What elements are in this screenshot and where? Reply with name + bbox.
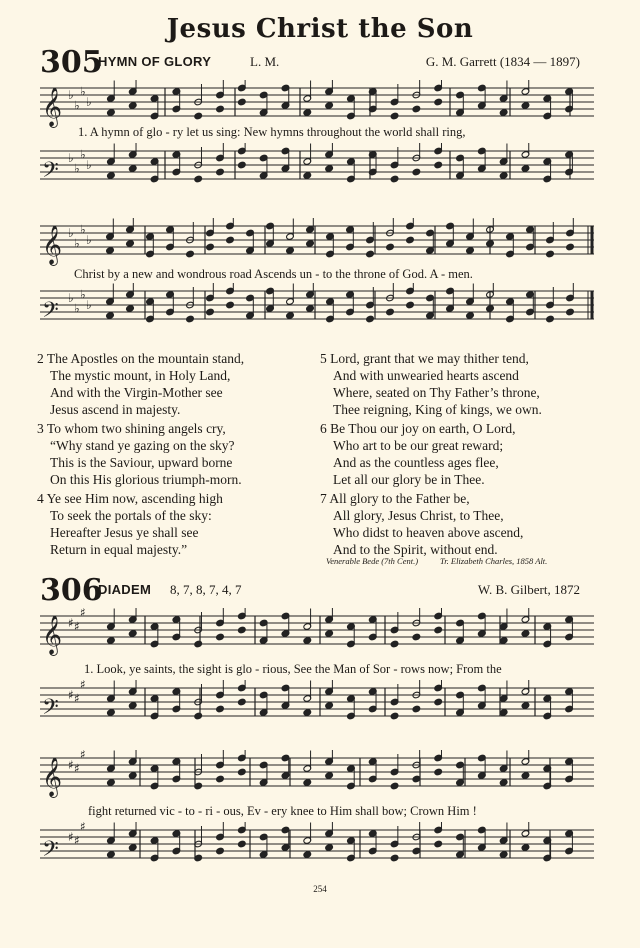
tune-name: DIADEM [98, 582, 152, 597]
stanza-line: Lord, grant that we may thither tend, [330, 351, 529, 366]
music-staff-bass [40, 283, 600, 338]
note-head [107, 779, 116, 787]
note-head [412, 105, 421, 113]
note-head [226, 301, 235, 309]
music-staff-bass [40, 143, 600, 198]
music-staff-bass [40, 822, 600, 872]
music-staff-treble [40, 608, 600, 663]
note-head [106, 247, 115, 255]
note-head [434, 698, 443, 706]
hymn-number: 306 [40, 573, 103, 608]
stanza [37, 420, 242, 488]
meter: 8, 7, 8, 7, 4, 7 [170, 582, 242, 597]
note-head [186, 315, 195, 323]
attribution-author: Venerable Bede (7th Cent.) [326, 556, 419, 566]
stanza-line: And with unwearied hearts ascend [333, 368, 519, 383]
note-head [521, 772, 530, 780]
note-head [126, 305, 135, 313]
music-staff-bass [40, 680, 600, 735]
hymn-306-header [40, 573, 600, 612]
hymn-305-header [40, 45, 600, 84]
flat-icon: ♭ [86, 158, 92, 172]
stanza-line: All glory, Jesus Christ, to Thee, [333, 508, 504, 523]
sharp-icon: ♯ [74, 833, 80, 848]
note-head [390, 640, 399, 648]
stanza-line: Ye see Him now, ascending high [46, 491, 223, 506]
note-head [107, 637, 116, 645]
note-head [306, 305, 315, 313]
note-head [206, 243, 215, 251]
note-head [390, 854, 399, 862]
note-head [412, 168, 421, 176]
stanza-line: And to the Spirit, without end. [333, 542, 498, 557]
treble-clef-icon: 𝄞 [42, 87, 63, 127]
flat-icon: ♭ [86, 298, 92, 312]
note-head [107, 709, 116, 717]
sharp-icon: ♯ [80, 608, 86, 620]
note-head [499, 109, 508, 117]
note-head [434, 768, 443, 776]
note-head [128, 702, 137, 710]
stanza-number: 2 [37, 351, 47, 366]
sharp-icon: ♯ [68, 688, 74, 702]
note-head [521, 844, 530, 852]
note-head [412, 847, 421, 855]
note-head [206, 308, 215, 316]
note-head [303, 172, 312, 180]
meter: L. M. [250, 54, 280, 69]
flat-icon: ♭ [80, 222, 86, 237]
note-head [546, 250, 555, 258]
stanza-line: And with the Virgin-Mother see [50, 385, 223, 400]
note-head [216, 105, 225, 113]
note-head [107, 851, 116, 859]
note-head [499, 779, 508, 787]
note-head [466, 247, 475, 255]
note-head [434, 161, 443, 169]
note-head [486, 305, 495, 313]
lyric-line: Christ by a new and wondrous road Ascends un - to the throne of God. A - men. [74, 267, 473, 281]
stanza-number: 6 [320, 421, 331, 436]
flat-icon: ♭ [68, 226, 74, 240]
note-head [499, 851, 508, 859]
flat-icon: ♭ [74, 236, 80, 251]
flat-icon: ♭ [68, 88, 74, 102]
treble-clef-icon: 𝄞 [42, 615, 63, 655]
treble-clef-icon: 𝄞 [42, 757, 63, 797]
flat-icon: ♭ [80, 84, 86, 99]
lyric-line: fight returned vic - to - ri - ous, Ev - ery knee to Him shall bow; Crown Him ! [88, 804, 477, 818]
hymn-number: 305 [40, 45, 103, 80]
note-head [412, 705, 421, 713]
note-head [128, 844, 137, 852]
flat-icon: ♭ [68, 151, 74, 165]
note-head [325, 102, 334, 110]
stanza-line: “Why stand ye gazing on the sky? [50, 438, 235, 453]
note-head [106, 312, 115, 320]
note-head [521, 630, 530, 638]
stanza-line: And as the countless ages flee, [333, 455, 499, 470]
note-head [325, 702, 334, 710]
note-head [566, 243, 575, 251]
stanza-line: To seek the portals of the sky: [50, 508, 212, 523]
note-head [194, 712, 203, 720]
note-head [499, 637, 508, 645]
note-head [238, 98, 247, 106]
note-head [390, 175, 399, 183]
note-head [303, 109, 312, 117]
note-head [216, 775, 225, 783]
note-head [434, 626, 443, 634]
note-head [194, 175, 203, 183]
note-head [412, 775, 421, 783]
music-staff-treble [40, 750, 600, 800]
flat-icon: ♭ [80, 147, 86, 162]
note-head [126, 240, 135, 248]
flat-icon: ♭ [86, 95, 92, 109]
bass-clef-icon: 𝄢 [42, 695, 59, 725]
stanza-line: Let all our glory be in Thee. [333, 472, 485, 487]
note-head [238, 768, 247, 776]
stanza-line: Where, seated on Thy Father’s throne, [333, 385, 540, 400]
note-head [306, 240, 315, 248]
page-number: 254 [313, 884, 327, 894]
note-head [107, 109, 116, 117]
music-staff-treble [40, 218, 600, 268]
note-head [216, 633, 225, 641]
flat-icon: ♭ [74, 301, 80, 316]
note-head [194, 112, 203, 120]
note-head [486, 240, 495, 248]
tune-name: HYMN OF GLORY [98, 54, 212, 69]
flat-icon: ♭ [68, 291, 74, 305]
stanza-number: 7 [320, 491, 330, 506]
bass-clef-icon: 𝄢 [42, 298, 59, 328]
flat-icon: ♭ [74, 161, 80, 176]
stanza-number: 3 [37, 421, 47, 436]
note-head [434, 98, 443, 106]
stanza [320, 490, 523, 558]
flat-icon: ♭ [86, 233, 92, 247]
stanza-line: Who didst to heaven above ascend, [333, 525, 524, 540]
lyric-line: 1. Look, ye saints, the sight is glo - rious, See the Man of Sor - rows now; From the [84, 662, 502, 676]
stanza-line: The Apostles on the mountain stand, [46, 351, 245, 366]
note-head [546, 315, 555, 323]
bass-clef-icon: 𝄢 [42, 837, 59, 867]
page-title: Jesus Christ the Son [166, 14, 474, 44]
note-head [406, 236, 415, 244]
lyric-line: 1. A hymn of glo - ry let us sing: New hymns throughout the world shall ring, [78, 125, 466, 139]
note-head [238, 626, 247, 634]
note-head [325, 165, 334, 173]
note-head [566, 308, 575, 316]
note-head [303, 851, 312, 859]
note-head [216, 705, 225, 713]
stanza-line: This is the Saviour, upward borne [50, 455, 233, 470]
stanza-line: The mystic mount, in Holy Land, [50, 368, 231, 383]
note-head [390, 712, 399, 720]
stanza-line: Thee reigning, King of kings, we own. [333, 402, 542, 417]
sharp-icon: ♯ [74, 761, 80, 776]
stanza-line: Be Thou our joy on earth, O Lord, [330, 421, 516, 436]
note-head [286, 312, 295, 320]
composer: G. M. Garrett (1834 — 1897) [425, 54, 580, 69]
note-head [286, 247, 295, 255]
note-head [386, 308, 395, 316]
composer: W. B. Gilbert, 1872 [477, 582, 580, 597]
note-head [366, 250, 375, 258]
note-head [521, 165, 530, 173]
stanza-number: 4 [37, 491, 47, 506]
note-head [325, 772, 334, 780]
bass-clef-icon: 𝄢 [42, 158, 59, 188]
stanza [320, 350, 542, 418]
note-head [390, 782, 399, 790]
note-head [194, 640, 203, 648]
note-head [216, 847, 225, 855]
note-head [434, 840, 443, 848]
note-head [303, 637, 312, 645]
sharp-icon: ♯ [68, 616, 74, 630]
treble-clef-icon: 𝄞 [42, 225, 63, 265]
stanza-line: Hereafter Jesus ye shall see [50, 525, 199, 540]
stanza-line: Who art to be our great reward; [333, 438, 504, 453]
note-head [226, 236, 235, 244]
flat-icon: ♭ [80, 287, 86, 302]
sharp-icon: ♯ [68, 758, 74, 772]
sharp-icon: ♯ [80, 822, 86, 834]
note-head [128, 102, 137, 110]
note-head [128, 630, 137, 638]
note-head [128, 165, 137, 173]
note-head [128, 772, 137, 780]
note-head [521, 702, 530, 710]
note-head [325, 844, 334, 852]
sharp-icon: ♯ [80, 680, 86, 692]
note-head [186, 250, 195, 258]
note-head [390, 112, 399, 120]
stanza-line: Return in equal majesty.” [50, 542, 188, 557]
sharp-icon: ♯ [68, 830, 74, 844]
stanza [320, 420, 515, 488]
note-head [238, 840, 247, 848]
note-head [238, 698, 247, 706]
note-head [406, 301, 415, 309]
note-head [412, 633, 421, 641]
note-head [303, 709, 312, 717]
note-head [521, 102, 530, 110]
note-head [466, 312, 475, 320]
note-head [325, 630, 334, 638]
note-head [499, 709, 508, 717]
note-head [216, 168, 225, 176]
note-head [386, 243, 395, 251]
note-head [303, 779, 312, 787]
stanza-line: On this His glorious triumph-morn. [50, 472, 242, 487]
stanza-line: All glory to the Father be, [329, 491, 470, 506]
flat-icon: ♭ [74, 98, 80, 113]
note-head [366, 315, 375, 323]
stanza-line: Jesus ascend in majesty. [50, 402, 181, 417]
attribution-translator: Tr. Elizabeth Charles, 1858 Alt. [440, 556, 548, 566]
sharp-icon: ♯ [80, 750, 86, 762]
music-staff-treble [40, 80, 600, 130]
stanza-line: To whom two shining angels cry, [46, 421, 226, 436]
note-head [238, 161, 247, 169]
sharp-icon: ♯ [74, 619, 80, 634]
stanza [37, 490, 223, 558]
note-head [499, 172, 508, 180]
note-head [107, 172, 116, 180]
stanza [37, 350, 244, 418]
sharp-icon: ♯ [74, 691, 80, 706]
stanza-number: 5 [320, 351, 331, 366]
